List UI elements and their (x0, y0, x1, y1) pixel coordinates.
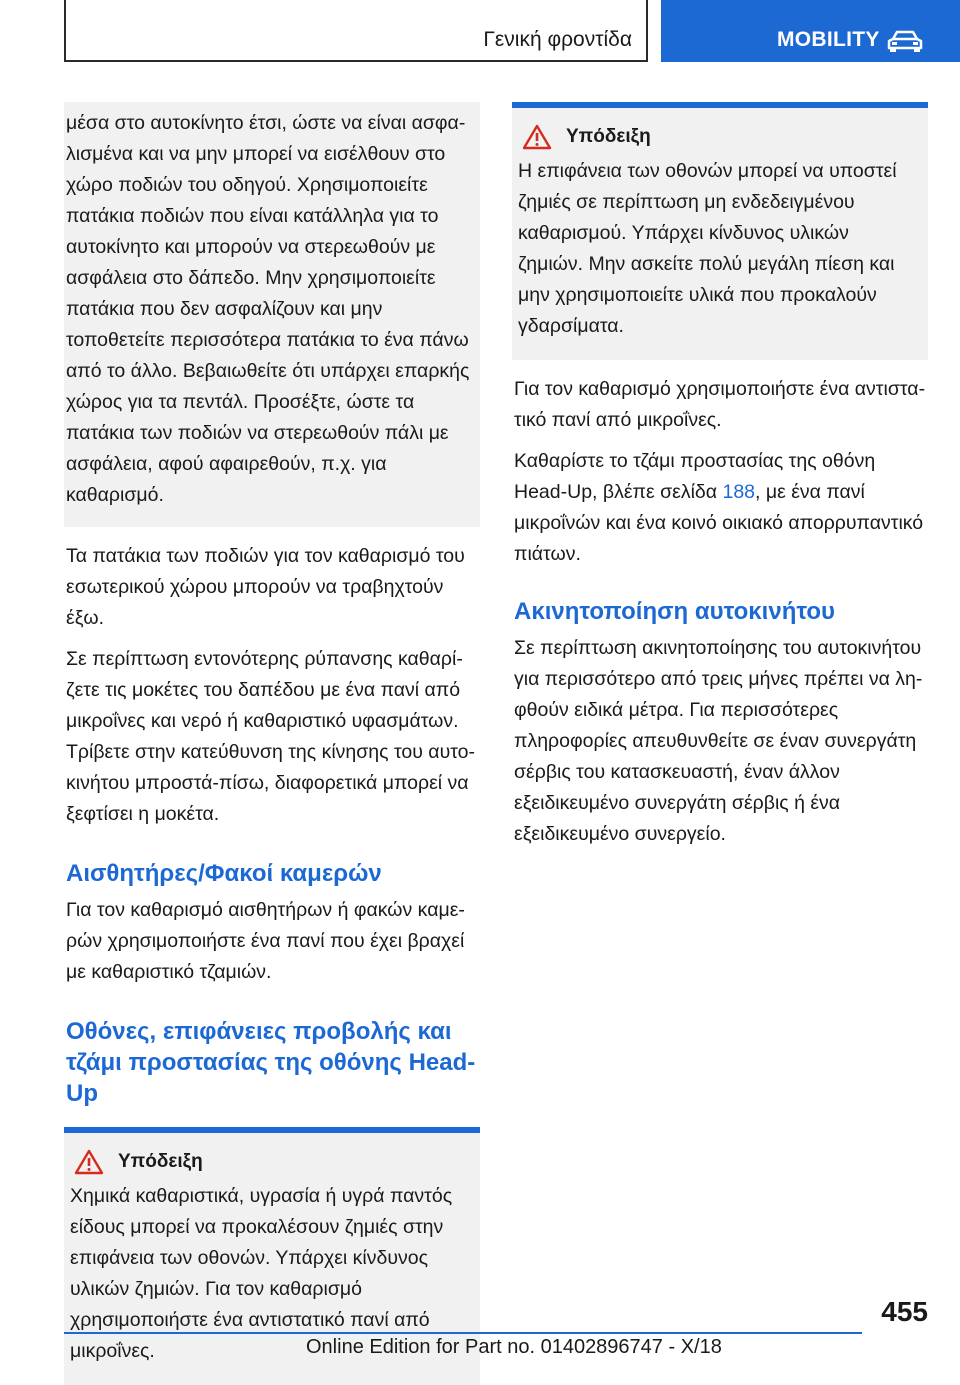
paragraph-text: , με ένα πανί μικροΐνών και ένα κοινό οικιακό απορρυπαντικό πιάτων. (514, 481, 924, 565)
paragraph: Σε περίπτωση ακινητοποίησης του αυτοκινήτου για περισσότερο από τρεις μήνες πρέπει να ληφθούν ειδικά μέτρα. Για περισσότερες πληροφορίες απευθυνθείτε σε έναν συνεργάτη σέρβις του κατασκευαστή, έναν άλλον εξειδικευμένο συνεργάτη σέρβις ή ένα εξειδικευμένο συνεργείο. (514, 637, 923, 845)
car-icon (885, 28, 925, 52)
section-heading: Αισθητήρες/Φακοί καμερών (66, 860, 382, 887)
note-title: Υπόδειξη (118, 1151, 203, 1172)
paragraph: Για τον καθαρισμό χρησιμοποιήστε ένα αντιστατικό πανί από μικροΐνες. (514, 378, 926, 431)
paragraph: Για τον καθαρισμό αισθητήρων ή φακών καμερών χρησιμοποιήστε ένα πανί που έχει βραχεί με καθαριστικό τζαμιών. (66, 899, 465, 983)
page-number: 455 (881, 1296, 928, 1327)
section-heading: Ακινητοποίηση αυτοκινήτου (514, 598, 836, 625)
note-title: Υπόδειξη (566, 126, 651, 147)
chapter-tab[interactable] (661, 0, 960, 62)
right-column (512, 102, 928, 850)
note-text: Χημικά καθαριστικά, υγρασία ή υγρά παντός είδους μπορεί να προκαλέσουν ζημιές στην επιφάνεια των οθονών. Υπάρχει κίνδυνος υλικών ζημιών. Για τον καθαρισμό χρησιμοποιήστε ένα αντιστατικό πανί από μικροΐνες. (70, 1185, 453, 1362)
warning-continuation-box (64, 102, 480, 527)
page-reference-link[interactable]: 188 (722, 481, 756, 503)
note-text: Η επιφάνεια των οθονών μπορεί να υποστεί ζημιές σε περίπτωση μη ενδεδειγμένου καθαρισμού. Υπάρχει κίνδυνος υλικών ζημιών. Μην ασκείτε πολύ μεγάλη πίεση και μην χρησιμοποιείτε υλικά που προκαλούν γδαρσίματα. (518, 160, 897, 337)
warning-continuation-text: μέσα στο αυτοκίνητο έτσι, ώστε να είναι ασφαλισμένα και να μην μπορεί να εισέλθουν στο χώρο ποδιών του οδηγού. Χρησιμοποιείτε πατάκια ποδιών που είναι κατάλληλα για το αυτοκίνητο και μπορούν να στερεωθούν με ασφάλεια στο δάπεδο. Μην χρησιμοποιείτε πατάκια που δεν ασφαλίζουν και μην τοποθετείτε περισσότερα πατάκια το ένα πάνω από το άλλο. Βεβαιωθείτε ότι υπάρχει επαρκής χώρος για τα πεντάλ. Προσέξτε, ώστε τα πατάκια των ποδιών να στερεωθούν πάλι με ασφάλεια, αφού αφαιρεθούν, π.χ. για καθαρισμό. (66, 112, 470, 506)
note-box (512, 102, 928, 360)
header-section-box (64, 0, 648, 62)
warning-icon (74, 1149, 104, 1175)
left-column (64, 102, 480, 1385)
paragraph-with-link (512, 446, 928, 570)
section-title: Γενική φροντίδα (483, 28, 632, 51)
warning-icon (522, 124, 552, 150)
section-heading: Οθόνες, επιφάνειες προβολής και τζάμι προστασίας της οθόνης Head-Up (66, 1018, 476, 1107)
chapter-title: MOBILITY (777, 28, 880, 51)
paragraph: Σε περίπτωση εντονότερης ρύπανσης καθαρίζετε τις μοκέτες του δαπέδου με ένα πανί από μικροΐνες και νερό ή καθαριστικό υφασμάτων. Τρίβετε στην κατεύθυνση της κίνησης του αυτοκινήτου μπροστά-πίσω, διαφορετικά μπορεί να ξεφτίσει η μοκέτα. (66, 648, 476, 825)
footer-edition: Online Edition for Part no. 01402896747 - X/18 (306, 1336, 722, 1358)
footer-divider (64, 1332, 862, 1334)
paragraph-text: Καθαρίστε το τζάμι προστασίας της οθόνη Head-Up, βλέπε σελίδα (514, 450, 876, 503)
paragraph: Τα πατάκια των ποδιών για τον καθαρισμό του εσωτερικού χώρου μπορούν να τραβηχτούν έξω. (66, 545, 465, 629)
